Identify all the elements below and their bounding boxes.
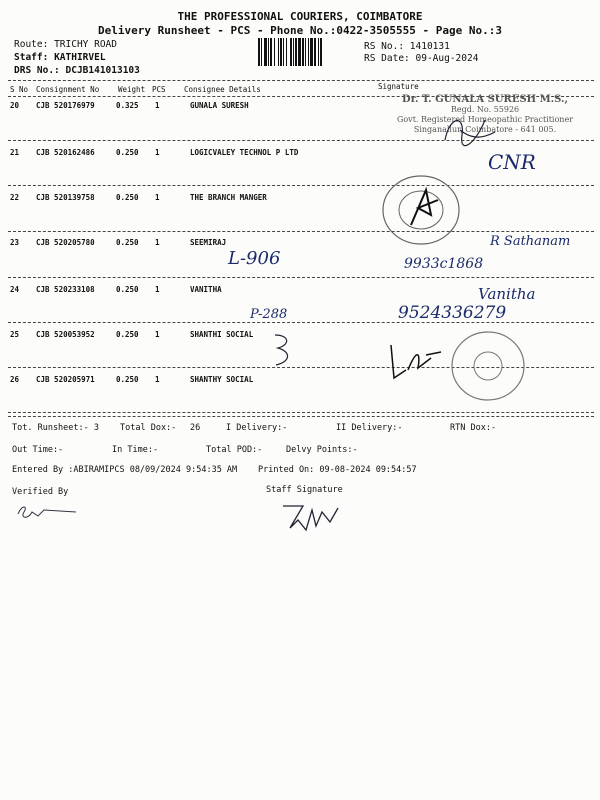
cell-weight: 0.250 (116, 148, 139, 157)
total-pod: Total POD:- (206, 445, 263, 455)
cell-consignment: CJB 520233108 (36, 285, 95, 294)
cell-weight: 0.250 (116, 238, 139, 247)
doctor-stamp-line3: Govt. Registered Homeopathic Practitioner (396, 115, 574, 124)
entered-by: Entered By :ABIRAMIPCS 08/09/2024 9:54:35 AM (12, 465, 238, 475)
cell-pcs: 1 (155, 148, 160, 157)
in-time: In Time:- (112, 445, 159, 455)
route-line (14, 39, 117, 50)
barcode (258, 38, 356, 66)
cell-sno: 21 (10, 148, 20, 157)
col-header-sno: S No (10, 85, 29, 94)
rs-no-label: RS No.: (364, 41, 405, 52)
doctor-stamp-line4: Singanallur, Coimbatore - 641 005. (413, 125, 557, 134)
signature-row26 (386, 340, 446, 385)
verified-signature (16, 500, 86, 525)
round-stamp-row25-26 (450, 330, 530, 405)
handwriting-row24-name: Vanitha (478, 285, 536, 303)
col-header-signature: Signature (378, 82, 419, 91)
cell-sno: 24 (10, 285, 20, 294)
handwriting-row24-phone: 9524336279 (398, 303, 507, 323)
row-divider (8, 185, 594, 186)
printed-on: Printed On: 09-08-2024 09:54:57 (258, 465, 417, 475)
handwriting-row23-name: R Sathanam (490, 234, 571, 249)
round-stamp-row22 (376, 170, 466, 250)
cell-pcs: 1 (155, 375, 160, 384)
col-header-consignee: Consignee Details (184, 85, 261, 94)
row-divider (8, 277, 594, 278)
drs-line (14, 65, 140, 76)
cell-consignment: CJB 520139758 (36, 193, 95, 202)
staff-signature-label: Staff Signature (266, 485, 343, 495)
handwriting-row23-phone: 9933c1868 (404, 256, 484, 272)
table-bottom-rule (8, 416, 594, 417)
drs-label: DRS No.: (14, 65, 60, 76)
delvy-points: Delvy Points:- (286, 445, 358, 455)
cell-consignment: CJB 520053952 (36, 330, 95, 339)
doctor-stamp-line1: Dr. T. GUNALA SURESH M.S., (402, 94, 568, 105)
cell-pcs: 1 (155, 285, 160, 294)
cell-consignee: GUNALA SURESH (190, 101, 249, 110)
total-dox-label: Total Dox:- (120, 423, 177, 433)
i-delivery: I Delivery:- (226, 423, 288, 433)
cell-consignment: CJB 520176979 (36, 101, 95, 110)
staff-signature (278, 498, 348, 538)
cell-weight: 0.325 (116, 101, 139, 110)
rs-date-value: 09-Aug-2024 (415, 53, 479, 64)
row-divider (8, 140, 594, 141)
total-dox-value: 26 (190, 423, 201, 433)
rs-date-label: RS Date: (364, 53, 410, 64)
staff-line (14, 52, 106, 63)
cell-pcs: 1 (155, 330, 160, 339)
cell-sno: 22 (10, 193, 20, 202)
row-divider (8, 412, 594, 413)
staff-value: KATHIRVEL (54, 52, 106, 63)
signature-row20 (440, 110, 500, 150)
cell-consignee: THE BRANCH MANGER (190, 193, 267, 202)
runsheet-title: Delivery Runsheet - PCS - Phone No.:0422-3505555 - Page No.:3 (98, 24, 502, 37)
rs-no-value: 1410131 (409, 41, 450, 52)
col-header-consignment: Consignment No (36, 85, 100, 94)
rs-date-line (364, 53, 478, 64)
cell-pcs: 1 (155, 193, 160, 202)
cell-sno: 26 (10, 375, 20, 384)
cell-weight: 0.250 (116, 193, 139, 202)
col-header-pcs: PCS (152, 85, 166, 94)
cell-weight: 0.250 (116, 330, 139, 339)
cell-weight: 0.250 (116, 375, 139, 384)
doctor-stamp-line2: Regd. No. 55926 (450, 105, 520, 114)
row-divider (8, 231, 594, 232)
cell-consignee: SHANTHY SOCIAL (190, 375, 254, 384)
cell-sno: 23 (10, 238, 20, 247)
handwriting-row23-note: L-906 (228, 248, 281, 269)
drs-value: DCJB141013103 (65, 65, 140, 76)
handwriting-row24-note: P-288 (250, 307, 288, 322)
handwriting-row21-signature: CNR (488, 150, 536, 174)
rtn-dox: RTN Dox:- (450, 423, 497, 433)
cell-consignee: SHANTHI SOCIAL (190, 330, 254, 339)
company-title: THE PROFESSIONAL COURIERS, COIMBATORE (177, 10, 423, 23)
cell-sno: 20 (10, 101, 20, 110)
cell-pcs: 1 (155, 238, 160, 247)
verified-by: Verified By (12, 487, 69, 497)
cell-consignee: SEEMIRAJ (190, 238, 227, 247)
out-time: Out Time:- (12, 445, 64, 455)
route-label: Route: (14, 39, 49, 50)
ii-delivery: II Delivery:- (336, 423, 403, 433)
cell-consignment: CJB 520162486 (36, 148, 95, 157)
cell-weight: 0.250 (116, 285, 139, 294)
cell-pcs: 1 (155, 101, 160, 110)
col-header-weight: Weight (118, 85, 146, 94)
route-value: TRICHY ROAD (54, 39, 117, 50)
cell-sno: 25 (10, 330, 20, 339)
cell-consignee: LOGICVALEY TECHNOL P LTD (190, 148, 299, 157)
mark-row25 (270, 330, 300, 370)
tot-runsheet: Tot. Runsheet:- 3 (12, 423, 99, 433)
table-top-rule (8, 80, 594, 81)
cell-consignment: CJB 520205780 (36, 238, 95, 247)
cell-consignment: CJB 520205971 (36, 375, 95, 384)
cell-consignee: VANITHA (190, 285, 222, 294)
rs-no-line (364, 41, 450, 52)
staff-label: Staff: (14, 52, 49, 63)
